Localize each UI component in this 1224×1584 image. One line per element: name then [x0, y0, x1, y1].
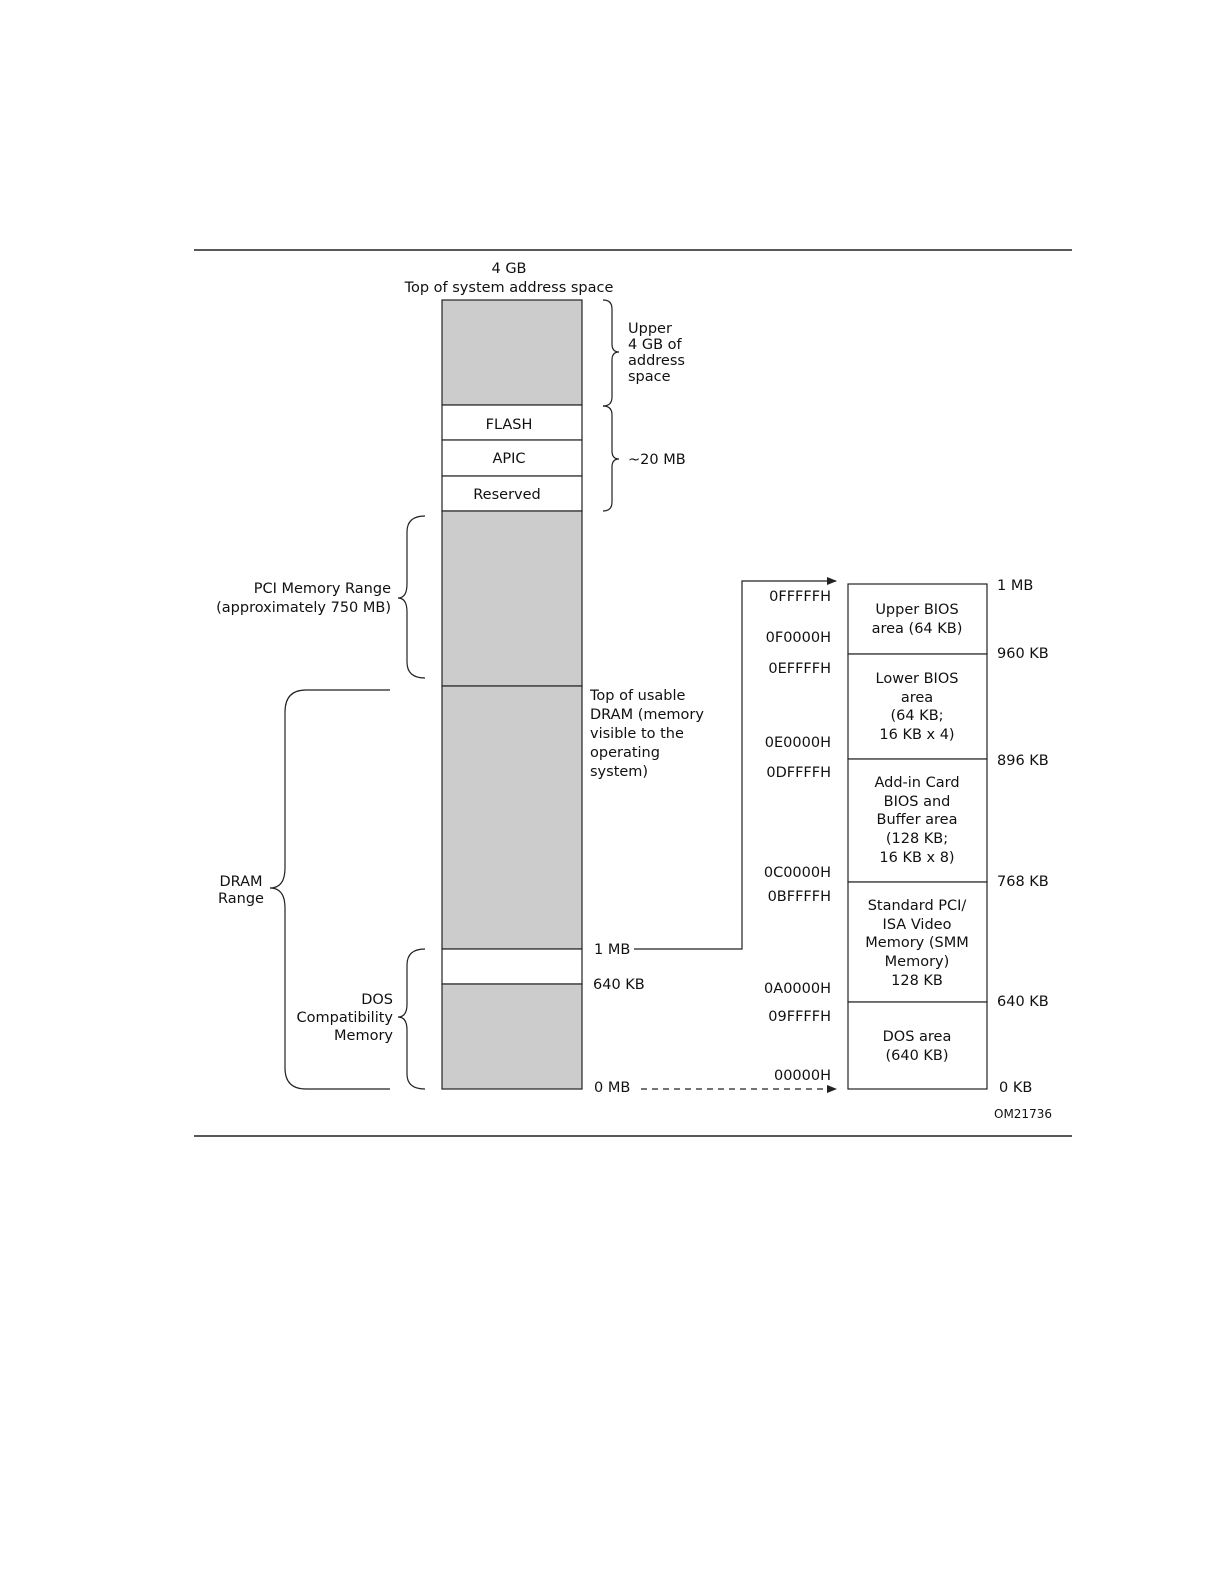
reserved-label: Reserved	[473, 487, 541, 503]
upper-memory-area-block	[442, 949, 582, 984]
upper-4gb-label-line4: space	[628, 369, 671, 385]
upper-4gb-brace	[603, 300, 619, 406]
size-768kb: 768 KB	[997, 874, 1049, 890]
mark-640kb: 640 KB	[593, 977, 645, 993]
mark-0mb: 0 MB	[594, 1080, 631, 1096]
upper-bios-block	[848, 584, 987, 654]
std-pci-video-line2: ISA Video	[882, 917, 952, 933]
lower-bios-line3: (64 KB;	[890, 708, 944, 724]
upper-bios-line2: area (64 KB)	[871, 621, 963, 637]
hex-0dffffh: 0DFFFFH	[766, 765, 831, 781]
addin-card-line1: Add-in Card	[874, 775, 960, 791]
usable-dram-block	[442, 686, 582, 949]
mark-1mb: 1 MB	[594, 942, 631, 958]
hex-0a0000h: 0A0000H	[764, 981, 831, 997]
dram-range-label-line1: DRAM	[219, 874, 263, 890]
size-896kb: 896 KB	[997, 753, 1049, 769]
dos-compat-label-line3: Memory	[334, 1028, 393, 1044]
top-usable-dram-line4: operating	[590, 745, 660, 761]
hex-address-labels	[764, 589, 831, 1084]
dram-range-label-line2: Range	[218, 891, 264, 907]
dos-area-line1: DOS area	[882, 1029, 952, 1045]
lower-bios-line2: area	[900, 690, 934, 706]
lower-bios-line4: 16 KB x 4)	[879, 727, 955, 743]
top-label-system-space: Top of system address space	[404, 280, 614, 296]
hex-09ffffh: 09FFFFH	[768, 1009, 831, 1025]
size-640kb: 640 KB	[997, 994, 1049, 1010]
top-label-4gb: 4 GB	[491, 261, 527, 277]
hex-0e0000h: 0E0000H	[764, 735, 831, 751]
top-usable-dram-line5: system)	[590, 764, 649, 780]
dos-compat-label-line2: Compatibility	[296, 1010, 393, 1026]
dos-area-line2: (640 KB)	[885, 1048, 949, 1064]
pci-memory-block	[442, 511, 582, 686]
size-0kb: 0 KB	[999, 1080, 1033, 1096]
upper-4gb-label-line1: Upper	[628, 321, 672, 337]
figure-id: OM21736	[994, 1107, 1052, 1121]
std-pci-video-line1: Standard PCI/	[867, 898, 967, 914]
dos-memory-block	[442, 984, 582, 1089]
upper-bios-line1: Upper BIOS	[875, 602, 959, 618]
addin-card-line4: (128 KB;	[885, 831, 949, 847]
addin-card-line5: 16 KB x 8)	[879, 850, 955, 866]
hex-0effffh: 0EFFFFH	[768, 661, 831, 677]
lower-bios-line1: Lower BIOS	[875, 671, 959, 687]
hex-00000h: 00000H	[773, 1068, 831, 1084]
upper-4gb-label-line3: address	[628, 353, 685, 369]
system-memory-column	[442, 300, 582, 1089]
addin-card-line2: BIOS and	[883, 794, 951, 810]
hex-0c0000h: 0C0000H	[763, 865, 831, 881]
size-1mb: 1 MB	[997, 578, 1034, 594]
top-usable-dram-line1: Top of usable	[590, 688, 686, 704]
std-pci-video-line4: Memory)	[884, 954, 950, 970]
flash-label: FLASH	[485, 417, 533, 433]
std-pci-video-line3: Memory (SMM	[865, 935, 969, 951]
top-usable-dram-line2: DRAM (memory	[590, 707, 704, 723]
pci-range-label-line2: (approximately 750 MB)	[216, 600, 391, 616]
pci-range-label-line1: PCI Memory Range	[253, 581, 391, 597]
lower-bios-block	[848, 654, 987, 759]
top-usable-dram-line3: visible to the	[590, 726, 684, 742]
dos-area-block	[848, 1002, 987, 1089]
hex-0bffffh: 0BFFFFH	[767, 889, 831, 905]
upper-address-block	[442, 300, 582, 405]
upper-4gb-label-line2: 4 GB of	[628, 337, 682, 353]
size-960kb: 960 KB	[997, 646, 1049, 662]
addin-card-line3: Buffer area	[876, 812, 958, 828]
apic-label: APIC	[492, 451, 526, 467]
dos-compat-label-line1: DOS	[361, 992, 393, 1008]
hex-0fffffh: 0FFFFFH	[769, 589, 831, 605]
pci-range-brace	[398, 516, 425, 678]
dos-compat-brace	[398, 949, 425, 1089]
hex-0f0000h: 0F0000H	[765, 630, 831, 646]
approx-20mb-brace	[603, 406, 619, 511]
std-pci-video-line5: 128 KB	[891, 973, 943, 989]
size-mark-labels	[997, 578, 1049, 1096]
approx-20mb-label: ~20 MB	[628, 452, 686, 468]
first-megabyte-column	[848, 584, 987, 1089]
